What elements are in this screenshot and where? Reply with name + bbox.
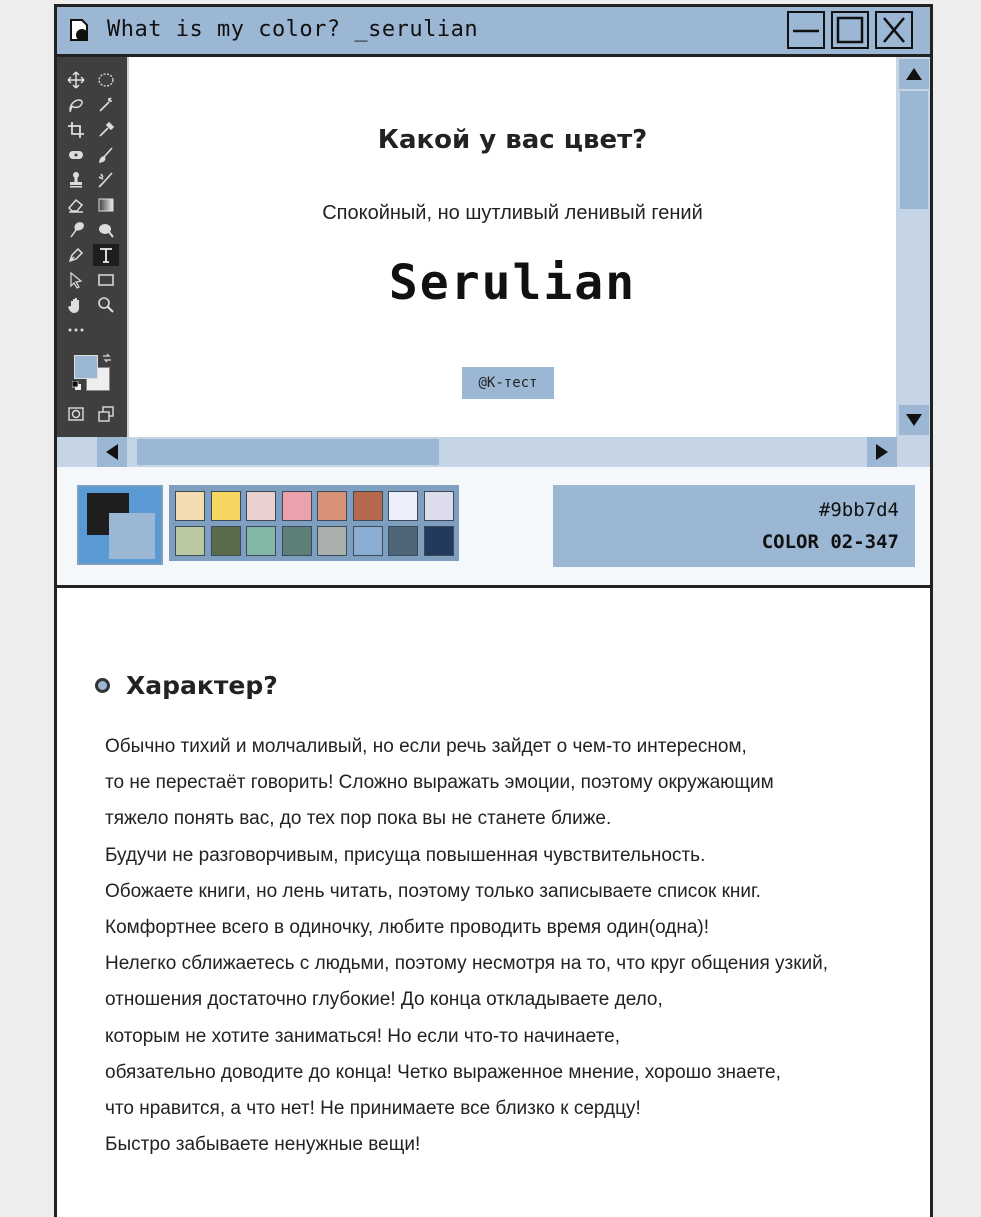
eyedropper-icon[interactable] bbox=[93, 119, 119, 141]
arrow-down-icon bbox=[905, 413, 923, 427]
section-title bbox=[95, 671, 278, 700]
path-select-icon[interactable] bbox=[63, 269, 89, 291]
minimize-icon bbox=[789, 13, 823, 47]
swatch-grid bbox=[169, 485, 459, 561]
document-icon bbox=[69, 19, 89, 41]
text-line: Обожаете книги, но лень читать, поэтому только записываете список книг. bbox=[105, 880, 761, 902]
character-description bbox=[105, 729, 915, 1163]
text-line: отношения достаточно глубокие! До конца откладываете дело, bbox=[105, 989, 663, 1011]
horizontal-scroll-thumb[interactable] bbox=[137, 439, 439, 465]
palette-panel bbox=[57, 467, 930, 588]
magic-wand-icon[interactable] bbox=[93, 94, 119, 116]
text-line: что нравится, а что нет! Не принимаете все близко к сердцу! bbox=[105, 1097, 641, 1119]
text-line: тяжело понять вас, до тех пор пока вы не станете ближе. bbox=[105, 808, 612, 830]
color-swatch[interactable] bbox=[211, 491, 241, 521]
color-name: Serulian bbox=[388, 255, 637, 311]
swap-colors-icon[interactable] bbox=[102, 353, 112, 363]
window-title: What is my color? _serulian bbox=[107, 17, 479, 42]
quick-mask-icon[interactable] bbox=[63, 403, 89, 425]
color-info-box bbox=[553, 485, 915, 567]
move-tool-icon[interactable] bbox=[63, 69, 89, 91]
close-icon bbox=[877, 13, 911, 47]
hand-tool-icon[interactable] bbox=[63, 294, 89, 316]
source-tag: @K-тест bbox=[462, 367, 554, 399]
color-swatch[interactable] bbox=[246, 491, 276, 521]
text-line: то не перестаёт говорить! Сложно выражать эмоции, поэтому окружающим bbox=[105, 772, 774, 794]
arrow-up-icon bbox=[905, 67, 923, 81]
history-brush-icon[interactable] bbox=[93, 169, 119, 191]
canvas[interactable] bbox=[129, 57, 896, 437]
close-button[interactable] bbox=[875, 11, 913, 49]
color-swatch[interactable] bbox=[353, 491, 383, 521]
eraser-tool-icon[interactable] bbox=[63, 194, 89, 216]
lasso-tool-icon[interactable] bbox=[63, 94, 89, 116]
text-line: Быстро забываете ненужные вещи! bbox=[105, 1134, 421, 1156]
app-window bbox=[54, 4, 933, 1217]
text-line: Комфортнее всего в одиночку, любите проводить время один(одна)! bbox=[105, 916, 710, 938]
color-swatch[interactable] bbox=[424, 491, 454, 521]
text-line: Нелегко сближаетесь с людьми, поэтому несмотря на то, что круг общения узкий, bbox=[105, 953, 829, 975]
rectangle-tool-icon[interactable] bbox=[93, 269, 119, 291]
maximize-button[interactable] bbox=[831, 11, 869, 49]
horizontal-scrollbar[interactable] bbox=[57, 437, 930, 467]
pen-tool-icon[interactable] bbox=[63, 244, 89, 266]
ellipse-select-icon[interactable] bbox=[93, 69, 119, 91]
zoom-tool-icon[interactable] bbox=[93, 294, 119, 316]
text-line: которым не хотите заниматься! Но если что-то начинаете, bbox=[105, 1025, 620, 1047]
default-colors-icon[interactable] bbox=[72, 381, 82, 391]
bullet-icon bbox=[95, 678, 110, 693]
vertical-scroll-thumb[interactable] bbox=[900, 91, 928, 209]
color-swatch[interactable] bbox=[353, 526, 383, 556]
workspace bbox=[57, 57, 930, 467]
dodge-tool-icon[interactable] bbox=[93, 219, 119, 241]
hex-code: #9bb7d4 bbox=[818, 499, 899, 521]
text-line: обязательно доводите до конца! Четко выраженное мнение, хорошо знаете, bbox=[105, 1061, 781, 1083]
brush-tool-icon[interactable] bbox=[93, 144, 119, 166]
section-heading: Характер? bbox=[126, 671, 278, 700]
background-color[interactable] bbox=[109, 513, 155, 559]
more-tools-icon[interactable] bbox=[63, 319, 89, 341]
result-subtitle: Спокойный, но шутливый ленивый гений bbox=[322, 202, 703, 224]
smudge-tool-icon[interactable] bbox=[63, 219, 89, 241]
gradient-tool-icon[interactable] bbox=[93, 194, 119, 216]
question-heading: Какой у вас цвет? bbox=[377, 125, 648, 155]
stamp-tool-icon[interactable] bbox=[63, 169, 89, 191]
arrow-left-icon bbox=[105, 443, 119, 461]
color-swatch[interactable] bbox=[246, 526, 276, 556]
scroll-right-button[interactable] bbox=[867, 437, 897, 467]
screen-mode-icon[interactable] bbox=[93, 403, 119, 425]
color-swatch[interactable] bbox=[282, 526, 312, 556]
type-tool-icon[interactable] bbox=[93, 244, 119, 266]
color-swatch[interactable] bbox=[175, 526, 205, 556]
scroll-left-button[interactable] bbox=[97, 437, 127, 467]
color-swatch[interactable] bbox=[317, 526, 347, 556]
crop-tool-icon[interactable] bbox=[63, 119, 89, 141]
healing-brush-icon[interactable] bbox=[63, 144, 89, 166]
color-swatch[interactable] bbox=[388, 491, 418, 521]
color-swatch[interactable] bbox=[317, 491, 347, 521]
color-swatch[interactable] bbox=[282, 491, 312, 521]
vertical-scrollbar[interactable] bbox=[898, 57, 930, 437]
scroll-down-button[interactable] bbox=[899, 405, 929, 435]
minimize-button[interactable] bbox=[787, 11, 825, 49]
title-bar[interactable] bbox=[57, 7, 930, 57]
text-line: Обычно тихий и молчаливый, но если речь зайдет о чем-то интересном, bbox=[105, 736, 747, 757]
color-swatch[interactable] bbox=[388, 526, 418, 556]
fg-bg-colors[interactable] bbox=[77, 485, 163, 565]
color-code: COLOR 02-347 bbox=[761, 531, 899, 553]
color-swatch[interactable] bbox=[424, 526, 454, 556]
maximize-icon bbox=[833, 13, 867, 47]
color-picker-icon[interactable] bbox=[72, 353, 112, 393]
toolbox bbox=[57, 57, 127, 437]
text-line: Будучи не разговорчивым, присуща повышенная чувствительность. bbox=[105, 844, 706, 866]
arrow-right-icon bbox=[875, 443, 889, 461]
color-swatch[interactable] bbox=[175, 491, 205, 521]
scroll-up-button[interactable] bbox=[899, 59, 929, 89]
color-swatch[interactable] bbox=[211, 526, 241, 556]
